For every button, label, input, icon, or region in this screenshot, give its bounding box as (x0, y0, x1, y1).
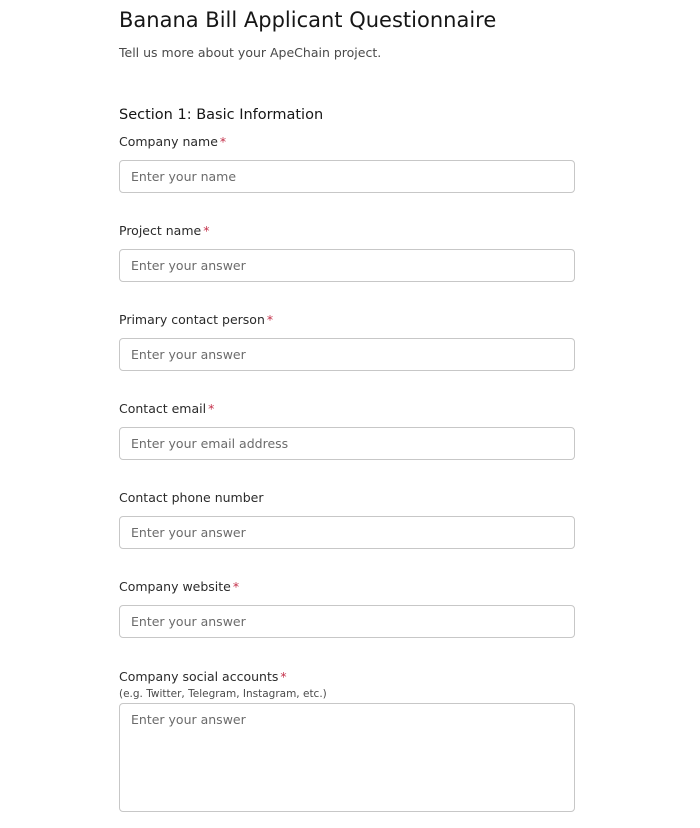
field-primary-contact (119, 312, 575, 371)
contact-email-label: Contact email * (119, 401, 215, 416)
required-marker: * (280, 669, 287, 684)
required-marker: * (208, 401, 215, 416)
project-name-input[interactable] (119, 249, 575, 282)
field-company-name (119, 134, 575, 193)
company-website-input[interactable] (119, 605, 575, 638)
field-contact-phone (119, 490, 575, 549)
company-name-label: Company name * (119, 134, 227, 149)
company-name-input[interactable] (119, 160, 575, 193)
field-company-social (119, 669, 575, 812)
field-project-name (119, 223, 575, 282)
field-contact-email (119, 401, 575, 460)
form-title: Banana Bill Applicant Questionnaire (119, 8, 497, 32)
contact-phone-input[interactable] (119, 516, 575, 549)
contact-phone-label: Contact phone number (119, 490, 264, 505)
primary-contact-input[interactable] (119, 338, 575, 371)
required-marker: * (232, 579, 240, 594)
company-social-hint: (e.g. Twitter, Telegram, Instagram, etc.) (119, 688, 327, 700)
company-social-label: Company social accounts * (119, 669, 287, 684)
contact-email-input[interactable] (119, 427, 575, 460)
company-website-label: Company website * (119, 579, 240, 594)
required-marker: * (203, 223, 210, 238)
field-company-website (119, 579, 575, 638)
section-title: Section 1: Basic Information (119, 107, 324, 123)
primary-contact-label: Primary contact person * (119, 312, 274, 327)
required-marker: * (219, 134, 227, 149)
form-subtitle: Tell us more about your ApeChain project. (119, 45, 382, 60)
project-name-label: Project name * (119, 223, 210, 238)
company-social-textarea[interactable] (119, 703, 575, 812)
required-marker: * (266, 312, 274, 327)
